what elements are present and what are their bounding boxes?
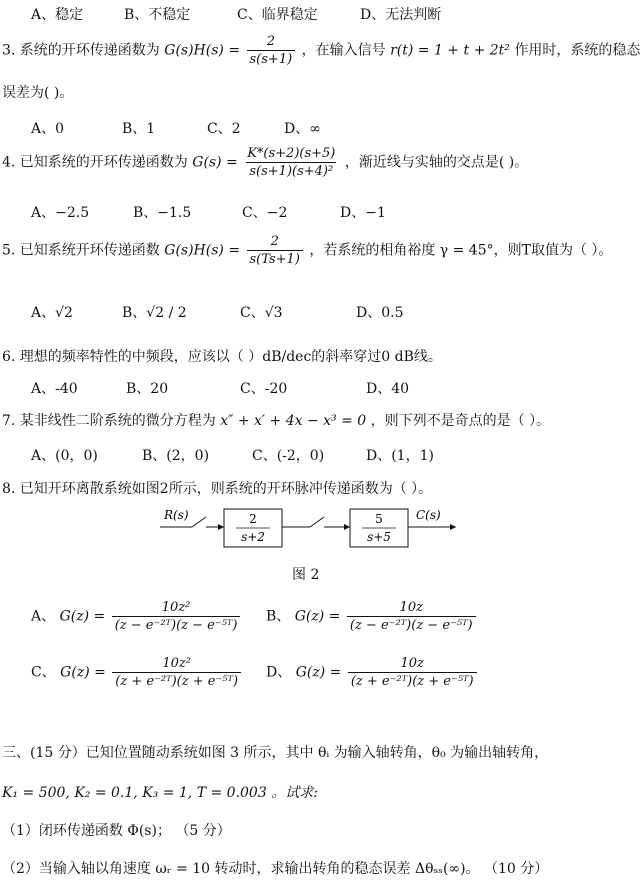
q4-suffix: ，渐近线与实轴的交点是( )。 — [344, 154, 529, 171]
q5-fraction — [247, 234, 303, 267]
q7-equation: x″ + x′ + 4x − x³ = 0 — [220, 413, 367, 429]
question-8: 8. 已知开环离散系统如图2所示，则系统的开环脉冲传递函数为（ ）。 — [2, 481, 433, 497]
question-4 — [2, 146, 528, 179]
q5-option-b: B、√2 / 2 — [122, 305, 187, 321]
q7-option-c: C、(-2，0) — [252, 448, 325, 464]
arrow-output — [450, 524, 456, 530]
q8-option-c-fraction — [112, 656, 241, 689]
q7-suffix: ，则下列不是奇点的是（ ）。 — [370, 413, 551, 429]
q4-denominator: s(s+1)(s+4)² — [246, 162, 336, 179]
q4-option-d: D、−1 — [340, 205, 386, 221]
q8-option-c — [31, 656, 243, 689]
section3-item1: （1）闭环传递函数 Φ(s)； （5 分） — [2, 823, 231, 839]
q4-option-a: A、−2.5 — [31, 205, 90, 221]
q4-lhs: G(s) = — [192, 154, 238, 171]
block1-numerator: 2 — [249, 512, 257, 526]
q7-prefix: 7. 某非线性二阶系统的微分方程为 — [2, 413, 216, 429]
q8-option-c-label: C、 — [31, 664, 56, 681]
q3-line2: 误差为( )。 — [2, 85, 74, 101]
q5-numerator: 2 — [270, 234, 279, 249]
q5-denominator: s(Ts+1) — [247, 250, 303, 267]
q6-option-a: A、-40 — [31, 381, 78, 397]
q3-suffix: 作用时，系统的稳态 — [514, 42, 640, 59]
q6-option-b: B、20 — [126, 381, 169, 397]
q8-option-b-fraction — [347, 600, 476, 633]
q8-option-a-fraction — [112, 600, 241, 633]
q5-prefix: 5. 已知系统开环传递函数 — [2, 242, 160, 259]
q2-option-a: A、稳定 — [31, 7, 84, 23]
q8-option-d — [266, 656, 479, 689]
figure-2-block-diagram — [160, 505, 460, 553]
q4-option-b: B、−1.5 — [133, 205, 192, 221]
question-3-line1 — [2, 34, 640, 67]
q3-option-d: D、∞ — [284, 121, 321, 137]
q6-option-c: C、-20 — [240, 381, 288, 397]
question-6: 6. 理想的频率特性的中频段，应该以（ ）dB/dec的斜率穿过0 dB线。 — [2, 349, 442, 365]
q4-option-c: C、−2 — [242, 205, 288, 221]
block2-numerator: 5 — [375, 512, 383, 526]
q8-option-b-num: 10z — [399, 600, 423, 615]
diagram-output-label: C(s) — [416, 508, 441, 522]
q3-denominator: s(s+1) — [247, 50, 296, 67]
q2-option-b: B、不稳定 — [124, 7, 191, 23]
q8-option-b-label: B、 — [266, 608, 291, 625]
arrow-block2 — [344, 524, 350, 530]
q3-mid: ，在输入信号 — [301, 42, 386, 59]
q5-option-a: A、√2 — [31, 305, 73, 321]
q3-lhs: G(s)H(s) = — [164, 42, 241, 59]
q3-option-b: B、1 — [122, 121, 156, 137]
q2-option-c: C、临界稳定 — [237, 7, 318, 23]
q8-option-d-lhs: G(z) = — [295, 664, 342, 681]
question-5 — [2, 234, 612, 267]
figure-2-caption: 图 2 — [292, 567, 320, 583]
q8-option-a-num: 10z² — [161, 600, 191, 615]
q8-option-d-fraction — [348, 656, 477, 689]
q4-numerator: K*(s+2)(s+5) — [247, 146, 336, 161]
question-7 — [2, 410, 550, 430]
q2-option-d: D、无法判断 — [360, 7, 442, 23]
section3-item2: （2）当输入轴以角速度 ωᵣ = 10 转动时，求输出转角的稳态误差 Δθₛₛ(∞)。 （10 分） — [2, 861, 549, 877]
q8-option-b-den: (z − e⁻²ᵀ)(z − e⁻⁵ᵀ) — [347, 616, 476, 633]
q5-lhs: G(s)H(s) = — [164, 242, 241, 259]
q5-option-d: D、0.5 — [356, 305, 404, 321]
q8-option-c-lhs: G(z) = — [60, 664, 106, 681]
q3-prefix: 3. 系统的开环传递函数为 — [2, 42, 160, 59]
q8-option-a-lhs: G(z) = — [59, 608, 106, 625]
q8-option-a-label: A、 — [31, 608, 56, 625]
q8-option-c-den: (z + e⁻²ᵀ)(z + e⁻⁵ᵀ) — [112, 672, 241, 689]
q3-option-c: C、2 — [207, 121, 241, 137]
q4-prefix: 4. 已知系统的开环传递函数为 — [2, 154, 188, 171]
q8-option-d-num: 10z — [400, 656, 424, 671]
q8-option-b-lhs: G(z) = — [294, 608, 341, 625]
block1-denominator: s+2 — [241, 530, 265, 544]
q7-option-b: B、(2，0) — [142, 448, 210, 464]
diagram-input-label: R(s) — [164, 508, 189, 522]
q5-option-c: C、√3 — [240, 305, 283, 321]
q3-signal: r(t) = 1 + t + 2t² — [390, 42, 510, 59]
section3-params: K₁ = 500, K₂ = 0.1, K₃ = 1, T = 0.003 。试求: — [2, 785, 318, 801]
q3-fraction — [247, 34, 296, 67]
q6-option-d: D、40 — [366, 381, 410, 397]
q3-numerator: 2 — [266, 34, 275, 49]
sampler-switch-2 — [310, 517, 324, 527]
q8-option-a-den: (z − e⁻²ᵀ)(z − e⁻⁵ᵀ) — [112, 616, 241, 633]
q3-option-a: A、0 — [31, 121, 65, 137]
q8-option-c-num: 10z² — [162, 656, 191, 671]
block2-denominator: s+5 — [367, 530, 391, 544]
q7-option-d: D、(1，1) — [366, 448, 434, 464]
q7-option-a: A、(0，0) — [31, 448, 98, 464]
section3-line1: 三、(15 分）已知位置随动系统如图 3 所示，其中 θᵢ 为输入轴转角，θ₀ 为输出轴转角， — [2, 745, 549, 761]
q5-suffix: ，若系统的相角裕度 γ = 45°，则T取值为（ ）。 — [309, 242, 613, 259]
q4-fraction — [244, 146, 338, 179]
sampler-switch-1 — [192, 517, 206, 527]
q8-option-b — [266, 600, 478, 633]
q8-option-a — [31, 600, 242, 633]
q8-option-d-den: (z + e⁻²ᵀ)(z + e⁻⁵ᵀ) — [348, 672, 477, 689]
q8-option-d-label: D、 — [266, 664, 292, 681]
arrow-block1 — [218, 524, 224, 530]
